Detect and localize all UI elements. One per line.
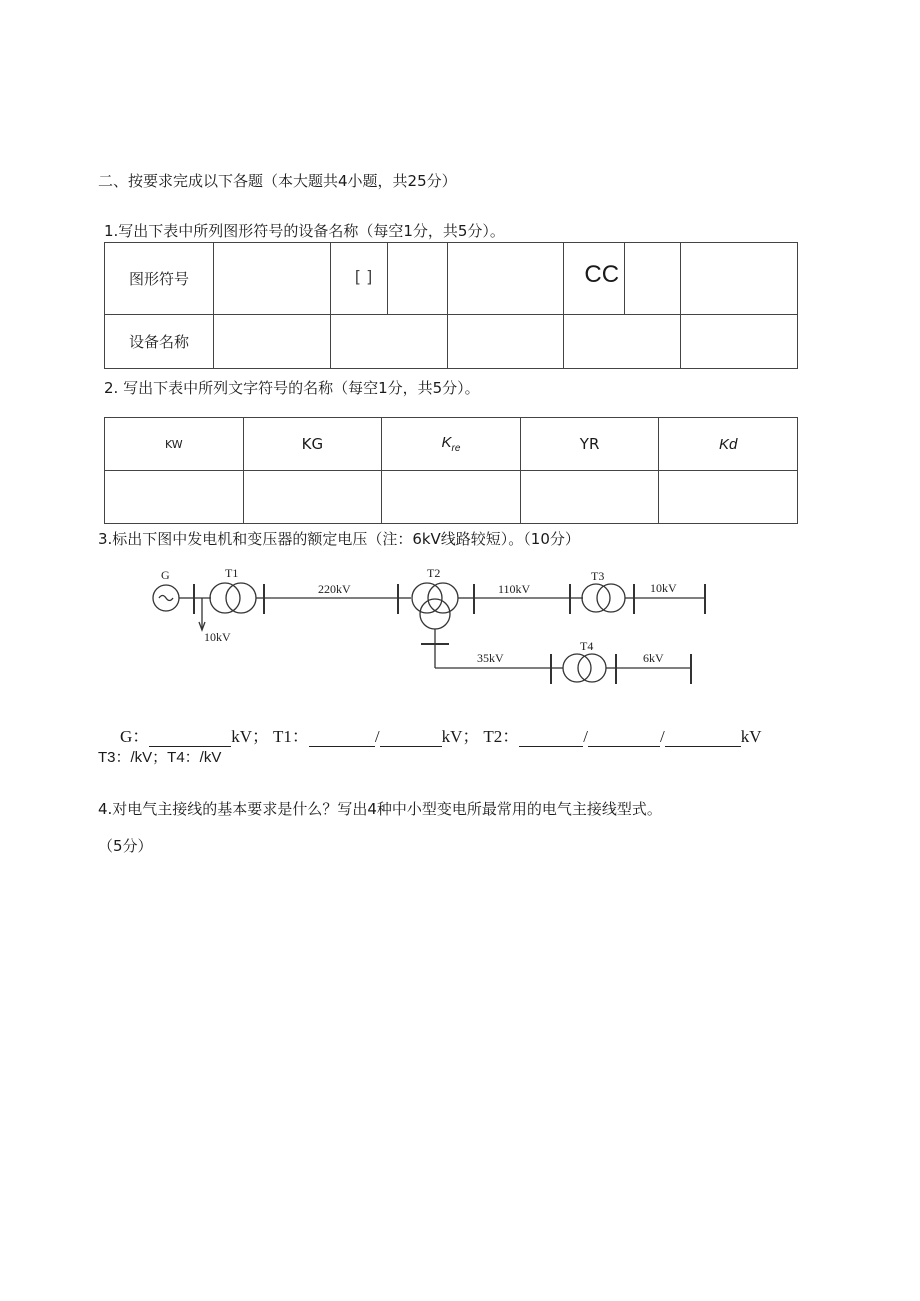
- cell-divider: [387, 243, 388, 314]
- symbol-kg: KG: [243, 418, 382, 471]
- t1-blank-1[interactable]: [309, 730, 375, 747]
- symbol-kre: $K_{re}$: [382, 418, 521, 471]
- answer-line-1: [120, 722, 762, 747]
- symbol-cell-5: [681, 243, 798, 315]
- name-cell-3[interactable]: [382, 471, 521, 524]
- name-cell-2[interactable]: [243, 471, 382, 524]
- question-4-points: （5分）: [98, 837, 153, 855]
- t1-symbol: [210, 583, 240, 613]
- label-10kv-gen: 10kV: [204, 630, 231, 644]
- unit-kv-1: kV；: [231, 727, 270, 746]
- label-t2: T2: [427, 566, 441, 580]
- t1-blank-2[interactable]: [380, 730, 442, 747]
- row-label-symbol: 图形符号: [105, 243, 214, 315]
- label-35kv: 35kV: [477, 651, 504, 665]
- answer-cell-4[interactable]: [564, 315, 681, 369]
- slash-1: /: [374, 727, 380, 746]
- answer-cell-2[interactable]: [330, 315, 447, 369]
- slash-2: /: [583, 727, 588, 746]
- label-g: G: [161, 568, 170, 582]
- symbol-yr: YR: [520, 418, 659, 471]
- label-110kv: 110kV: [498, 582, 531, 596]
- t3-symbol: [582, 584, 610, 612]
- symbol-table: [104, 242, 798, 369]
- symbol-cell-3: [447, 243, 564, 315]
- row-label-device: 设备名称: [105, 315, 214, 369]
- t2-blank-1[interactable]: [519, 730, 583, 747]
- label-10kv-line: 10kV: [650, 581, 677, 595]
- g-blank[interactable]: [149, 730, 231, 747]
- answer-g-label: G：: [120, 727, 150, 746]
- symbol-kw: KW: [105, 418, 244, 471]
- label-220kv: 220kV: [318, 582, 351, 596]
- label-t4: T4: [580, 639, 594, 653]
- section-title: 二、按要求完成以下各题（本大题共4小题，共25分）: [98, 172, 457, 190]
- symbol-kd: Kd: [659, 418, 798, 471]
- answer-cell-1[interactable]: [214, 315, 331, 369]
- t2-blank-3[interactable]: [665, 730, 741, 747]
- name-cell-4[interactable]: [520, 471, 659, 524]
- name-cell-1[interactable]: [105, 471, 244, 524]
- label-t3: T3: [591, 569, 605, 583]
- symbol-cell-1: [214, 243, 331, 315]
- symbol-cell-2: [330, 243, 447, 315]
- answer-cell-3[interactable]: [447, 315, 564, 369]
- question-3-text: 3.标出下图中发电机和变压器的额定电压（注：6kV线路较短）。（10分）: [98, 530, 580, 548]
- answer-t2-label: T2：: [483, 727, 520, 746]
- label-6kv: 6kV: [643, 651, 664, 665]
- text-symbol-table: [104, 417, 798, 524]
- unit-kv-2: kV；: [441, 727, 480, 746]
- question-1-text: 1.写出下表中所列图形符号的设备名称（每空1分，共5分）。: [104, 222, 505, 240]
- t4-symbol: [563, 654, 591, 682]
- name-cell-5[interactable]: [659, 471, 798, 524]
- slash-3: /: [660, 727, 665, 746]
- question-4-text: 4.对电气主接线的基本要求是什么？写出4种中小型变电所最常用的电气主接线型式。: [98, 800, 662, 818]
- power-system-diagram: [140, 562, 720, 697]
- answer-t1-label: T1：: [273, 727, 309, 746]
- t2-symbol: [412, 583, 442, 613]
- question-2-text: 2. 写出下表中所列文字符号的名称（每空1分，共5分）。: [104, 379, 480, 397]
- answer-cell-5[interactable]: [681, 315, 798, 369]
- cell-divider: [624, 243, 625, 314]
- bracket-symbol: [ ]: [354, 267, 373, 286]
- t2-blank-2[interactable]: [588, 730, 660, 747]
- cc-symbol: CC: [584, 261, 620, 288]
- symbol-cell-4: [564, 243, 681, 315]
- unit-kv-end: kV: [740, 727, 762, 746]
- answer-line-2: T3：/kV；T4：/kV: [98, 749, 222, 766]
- label-t1: T1: [225, 566, 239, 580]
